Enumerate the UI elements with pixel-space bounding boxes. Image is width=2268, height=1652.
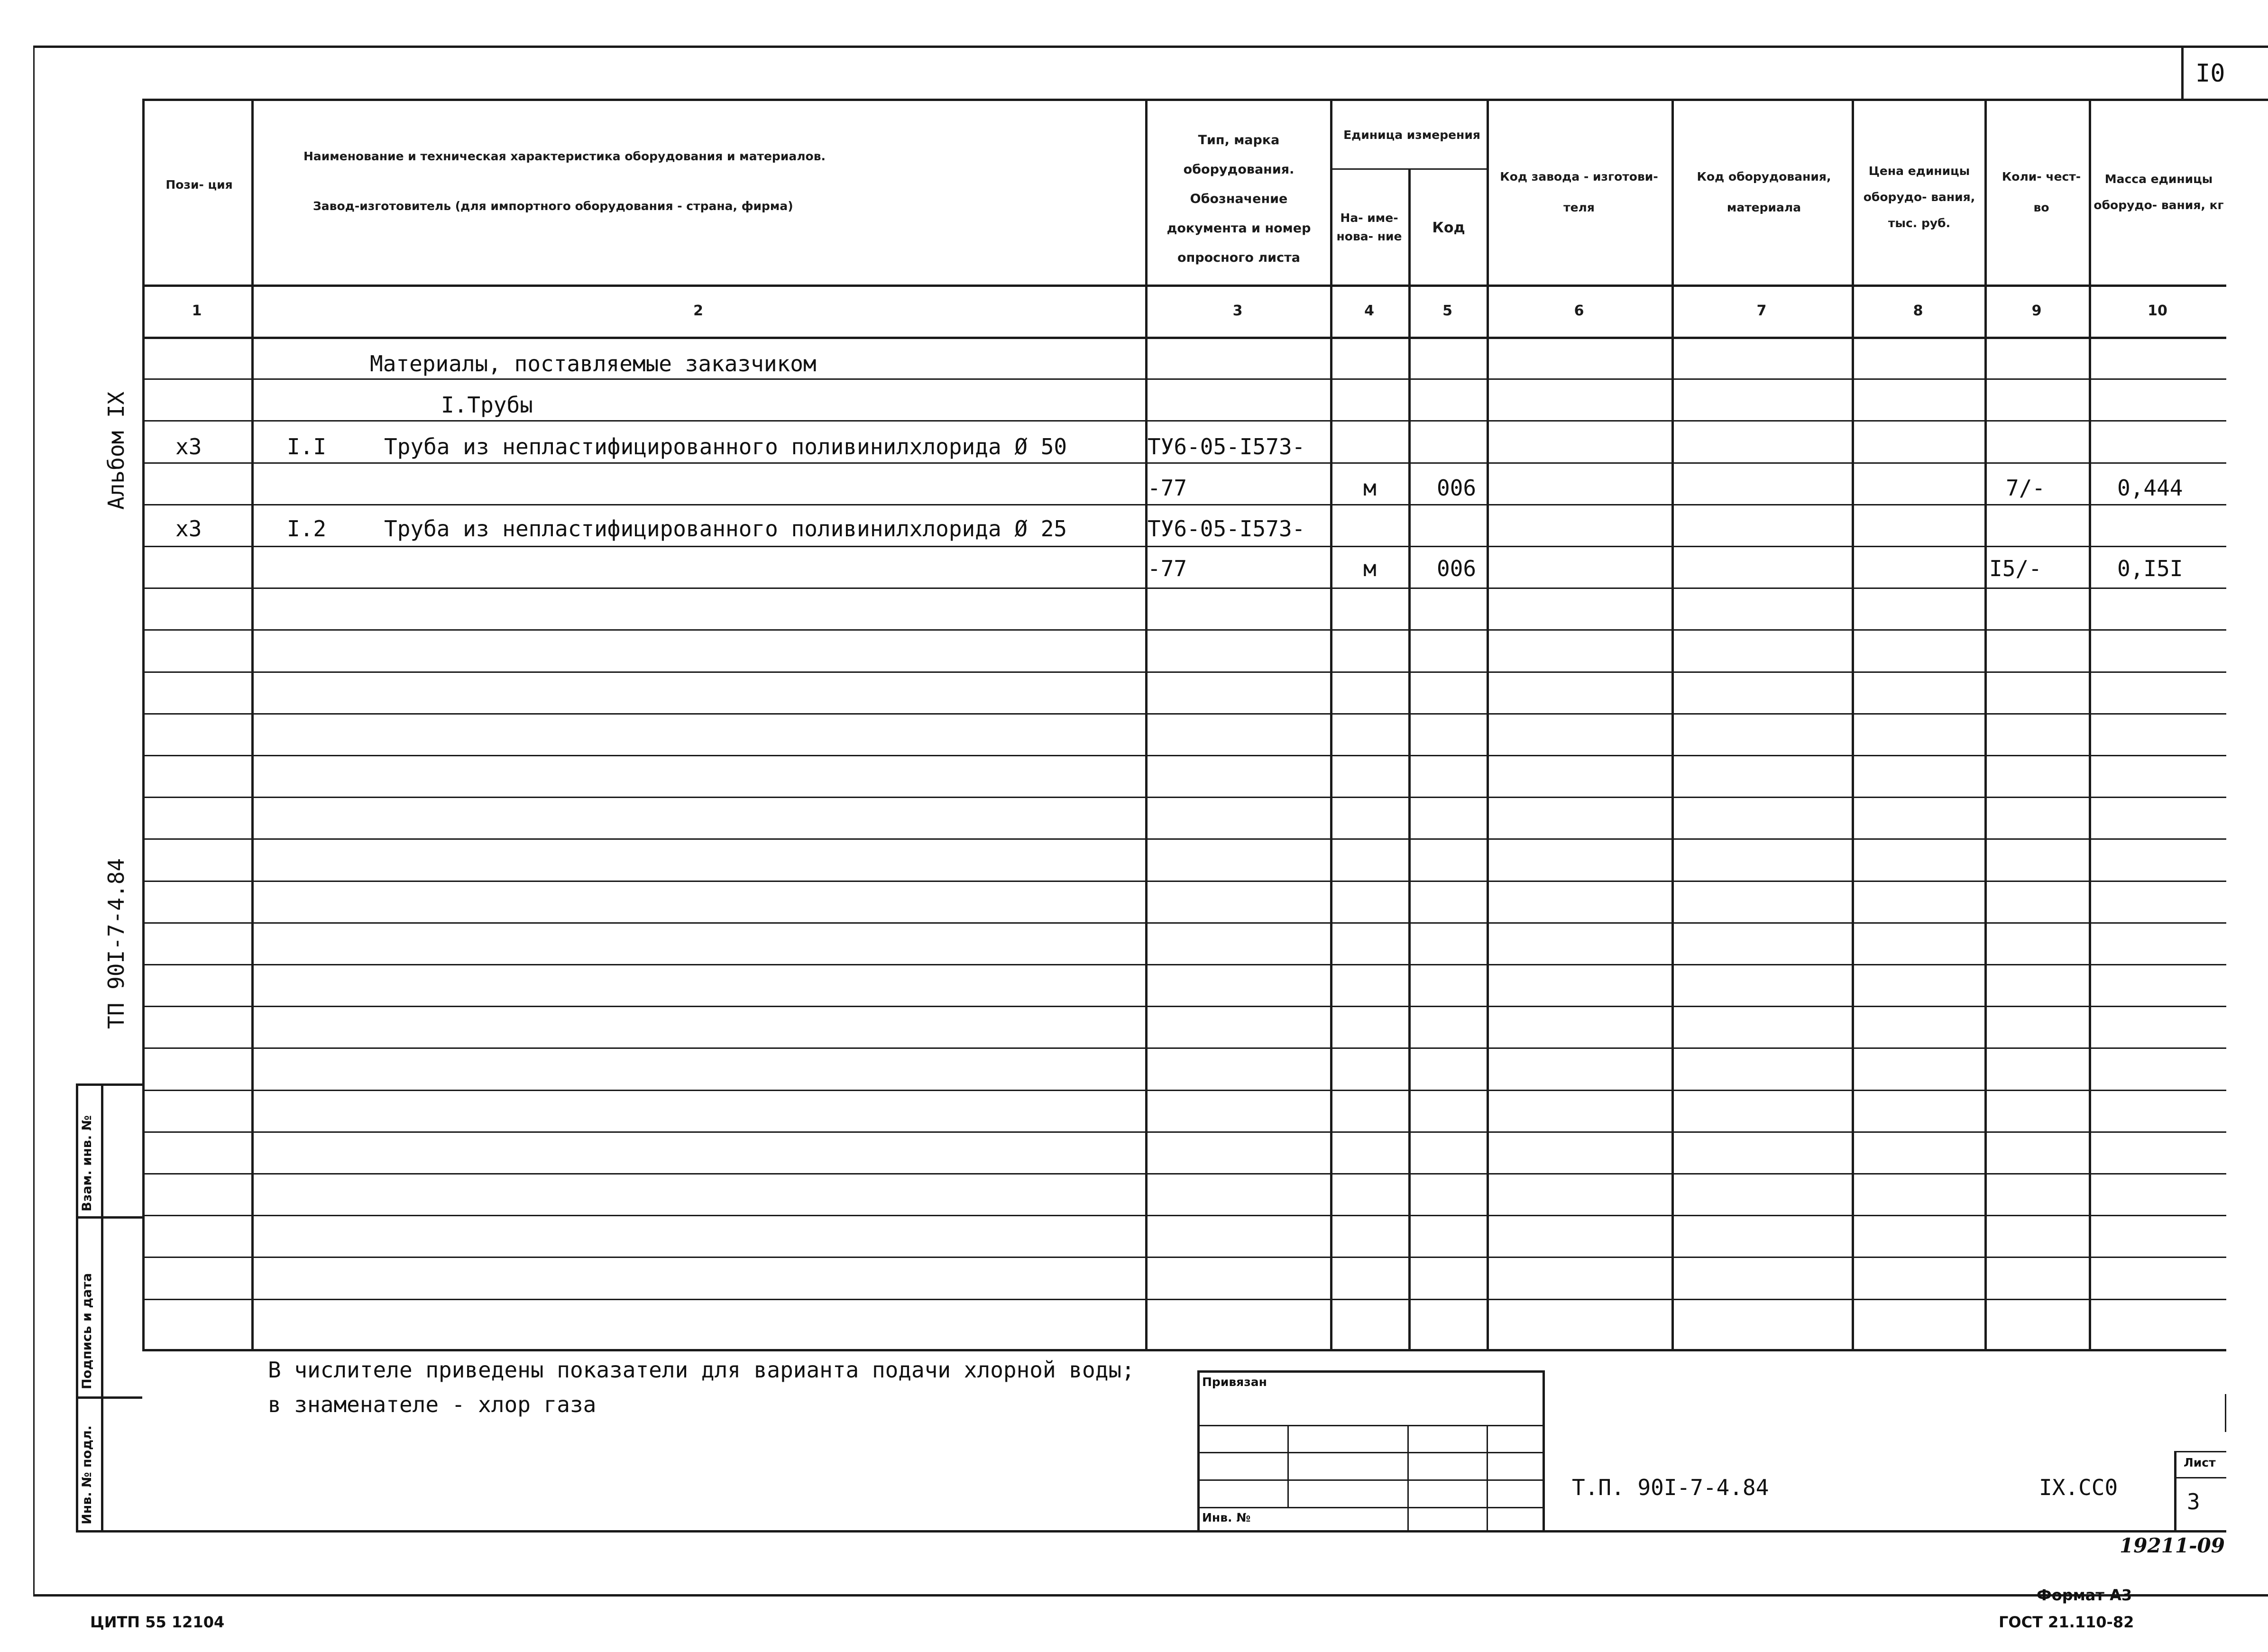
table-row-rule [142,755,2226,756]
footer-gost: ГОСТ 21.110-82 [1999,1613,2134,1631]
item-2-name: Труба из непластифицированного поливинилхлорида Ø 25 [384,516,1067,541]
item-1-doc-line2: -77 [1148,475,1187,501]
stamp-row-line-2 [1197,1452,1544,1453]
side-strip-div2 [76,1396,142,1399]
side-strip-mid [101,1083,103,1532]
table-row-rule [142,504,2226,505]
header-col-6: Код завода - изготови- теля [1500,170,1658,214]
col-index-7: 7 [1756,302,1767,319]
table-row-rule [142,1215,2226,1216]
item-1-doc-line1: ТУ6-05-I573- [1148,434,1305,459]
item-1-mass: 0,444 [2117,475,2183,501]
col-index-5: 5 [1442,302,1452,319]
frame-left [33,46,35,1594]
header-col-8: Цена единицы оборудо- вания, тыс. руб. [1863,164,1975,230]
stamp-col-line-2 [1407,1425,1409,1530]
item-2-doc-line1: ТУ6-05-I573- [1148,516,1305,541]
table-row-rule [142,671,2226,673]
table-row-rule [142,797,2226,798]
col-index-2: 2 [693,302,703,319]
stamp-row-line-4 [1197,1507,1544,1508]
list-box-mid [2174,1477,2226,1478]
table-row-rule [142,1299,2226,1300]
col-line-2 [1145,99,1148,1350]
stamp-inv-no: Инв. № [1202,1511,1251,1524]
side-vzam-inv: Взам. инв. № [80,1115,94,1211]
header-col-5: Код [1432,219,1465,236]
table-row-rule [142,881,2226,882]
item-2-qty: I5/- [1989,556,2042,581]
table-row-rule [142,629,2226,631]
handwritten-number: 19211-09 [2120,1534,2225,1557]
list-box-left [2174,1451,2176,1532]
col-line-3 [1330,99,1332,1350]
header-unit-group: Единица измерения [1343,128,1480,142]
col-line-left [142,99,145,1350]
note-line-1: В числителе приведены показатели для варианта подачи хлорной воды; [268,1357,1135,1383]
side-podpis-data: Подпись и дата [80,1273,94,1389]
col-index-6: 6 [1574,302,1584,319]
header-col-1: Пози- ция [165,178,233,192]
table-row-rule [142,1047,2226,1049]
table-row-rule [142,713,2226,715]
header-col-2-line2: Завод-изготовитель (для импортного оборудования - страна, фирма) [313,199,793,213]
stamp-row-line-3 [1197,1479,1544,1481]
col-line-9 [2089,99,2091,1350]
table-row-rule [142,378,2226,380]
col-line-1 [251,99,254,1350]
col-line-5 [1487,99,1489,1350]
table-row-rule [142,964,2226,965]
header-col-9: Коли- чест- во [2002,170,2081,214]
col-index-4: 4 [1364,302,1374,319]
side-strip-bottom [76,1530,2226,1533]
index-row-bottom-line [142,337,2226,339]
header-col-2-line1: Наименование и техническая характеристика оборудования и материалов. [303,149,826,164]
stamp-doc-code: IX.CC0 [2039,1475,2118,1500]
item-2-unit-code: 006 [1437,556,1477,581]
subsection-title: I.Трубы [441,392,533,418]
table-row-rule [142,420,2226,422]
item-1-pos: х3 [175,434,202,459]
table-top-line [142,99,2226,101]
stamp-row-line-1 [1197,1425,1544,1426]
table-row-rule [142,922,2226,924]
item-1-name: Труба из непластифицированного поливинилхлорида Ø 50 [384,434,1067,459]
side-strip-div1 [76,1216,142,1219]
table-row-rule [142,1131,2226,1133]
header-col-3: Тип, марка оборудования. Обозначение документа и номер опросного листа [1166,132,1311,266]
side-project-label: ТП 90I-7-4.84 [103,858,129,1029]
list-box-top [2174,1451,2226,1452]
table-row-rule [142,838,2226,840]
col-index-8: 8 [1913,302,1923,319]
col-index-9: 9 [2031,302,2042,319]
item-2-unit: м [1363,556,1377,581]
side-album-label: Альбом IX [103,391,129,510]
table-bottom-line [142,1349,2226,1351]
table-row-rule [142,462,2226,464]
stamp-col-line-3 [1487,1425,1488,1530]
item-1-num: I.I [287,434,327,459]
stamp-project-code: Т.П. 90I-7-4.84 [1572,1475,1769,1500]
col-line-8 [1984,99,1987,1350]
item-2-mass: 0,I5I [2117,556,2183,581]
item-2-num: I.2 [287,516,327,541]
col-index-1: 1 [192,302,202,319]
item-1-unit: м [1363,475,1377,501]
footer-left: ЦИТП 55 12104 [90,1613,225,1631]
header-col-7: Код оборудования, материала [1697,170,1831,214]
side-strip-left [76,1083,78,1532]
table-row-rule [142,546,2226,547]
list-box-right-partial [2225,1394,2226,1432]
header-col-4: На- име- нова- ние [1336,211,1402,243]
col-line-6 [1671,99,1674,1350]
col-index-3: 3 [1232,302,1243,319]
header-col-10: Масса единицы оборудо- вания, кг [2094,172,2224,212]
header-bottom-line [142,285,2226,287]
table-row-rule [142,587,2226,589]
footer-format: Формат А3 [2037,1586,2132,1604]
col-line-7 [1852,99,1854,1350]
table-row-rule [142,1006,2226,1007]
frame-top [33,46,2268,48]
section-title: Материалы, поставляемые заказчиком [370,351,817,376]
stamp-list-number: 3 [2187,1489,2200,1514]
side-strip-top [76,1083,142,1086]
note-line-2: в знаменателе - хлор газа [268,1392,597,1417]
sheet-number: I0 [2195,59,2225,88]
item-2-pos: х3 [175,516,202,541]
side-inv-podl: Инв. № подл. [80,1425,94,1524]
table-row-rule [142,1173,2226,1175]
stamp-privyazan: Привязан [1202,1375,1267,1389]
stamp-col-line-1 [1287,1425,1289,1507]
frame-bottom [33,1594,2268,1597]
col-index-10: 10 [2148,302,2167,319]
table-row-rule [142,1257,2226,1258]
item-2-doc-line2: -77 [1148,556,1187,581]
item-1-qty: 7/- [2006,475,2046,501]
stamp-top-line [1197,1370,1544,1373]
item-1-unit-code: 006 [1437,475,1477,501]
stamp-list-label: Лист [2184,1456,2216,1469]
sheet-number-box-left [2181,46,2184,100]
table-row-rule [142,1090,2226,1091]
